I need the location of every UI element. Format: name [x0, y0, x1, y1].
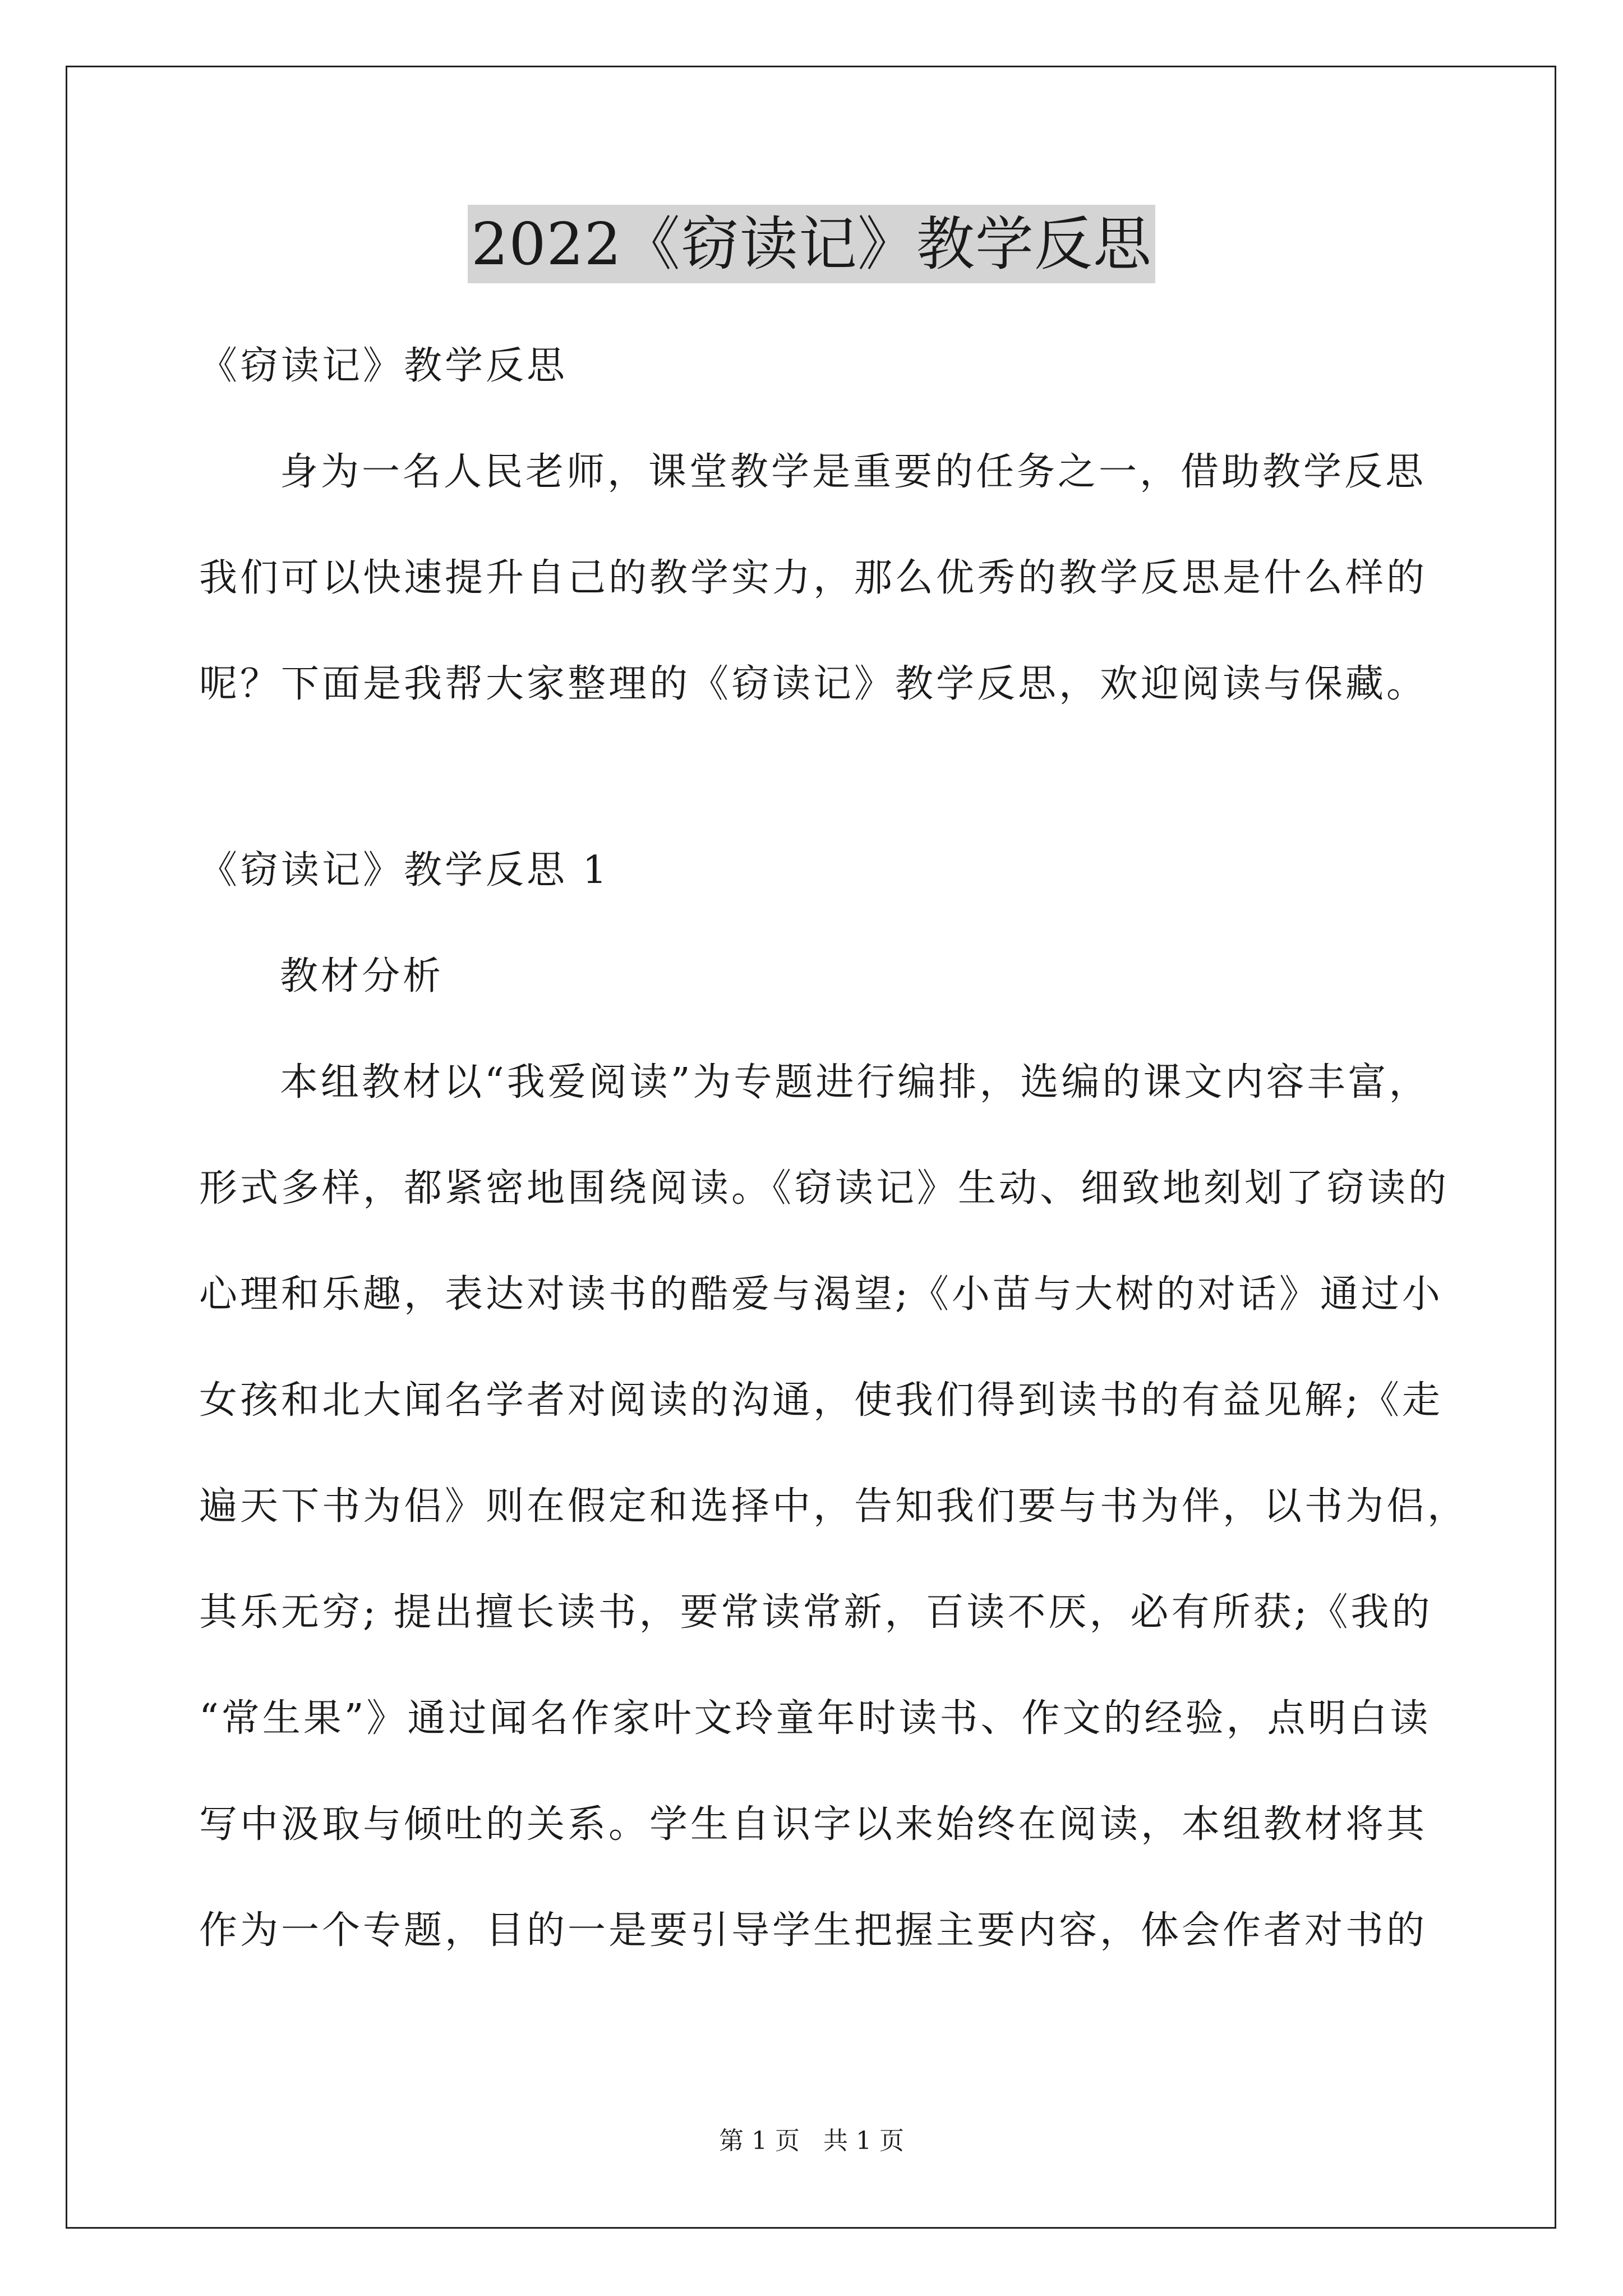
section-label: 教材分析	[280, 954, 444, 999]
document-title: 2022《窃读记》教学反思	[468, 205, 1155, 283]
intro-line: 呢？下面是我帮大家整理的《窃读记》教学反思，欢迎阅读与保藏。	[199, 662, 1428, 706]
paragraph-gap	[199, 737, 1433, 817]
page-footer: 第 1 页 共 1 页	[719, 2127, 904, 2155]
subtitle: 《窃读记》教学反思	[199, 344, 568, 388]
body-line: 遍天下书为侣》则在假定和选择中，告知我们要与书为伴，以书为侣，	[199, 1484, 1469, 1529]
body-line: 作为一个专题，目的一是要引导学生把握主要内容，体会作者对书的	[199, 1908, 1428, 1953]
body-line: 其乐无穷; 提出擅长读书，要常读常新，百读不厌，必有所获;《我的	[199, 1590, 1433, 1635]
section-heading: 《窃读记》教学反思 1	[199, 848, 610, 892]
body-line: 本组教材以“我爱阅读”为专题进行编排，选编的课文内容丰富，	[280, 1060, 1430, 1105]
intro-line: 我们可以快速提升自己的教学实力，那么优秀的教学反思是什么样的	[199, 556, 1428, 600]
title-container	[0, 205, 1623, 283]
body-line: “常生果”》通过闻名作家叶文玲童年时读书、作文的经验，点明白读	[199, 1696, 1431, 1741]
intro-line: 身为一名人民老师，课堂教学是重要的任务之一，借助教学反思	[280, 450, 1427, 494]
body-line: 形式多样，都紧密地围绕阅读。《窃读记》生动、细致地刻划了窃读的	[199, 1166, 1450, 1211]
body-line: 写中汲取与倾吐的关系。学生自识字以来始终在阅读，本组教材将其	[199, 1802, 1428, 1847]
document-body	[199, 313, 1469, 1984]
body-line: 女孩和北大闻名学者对阅读的沟通，使我们得到读书的有益见解;《走	[199, 1378, 1443, 1423]
body-line: 心理和乐趣，表达对读书的酷爱与渴望;《小苗与大树的对话》通过小	[199, 1272, 1443, 1317]
